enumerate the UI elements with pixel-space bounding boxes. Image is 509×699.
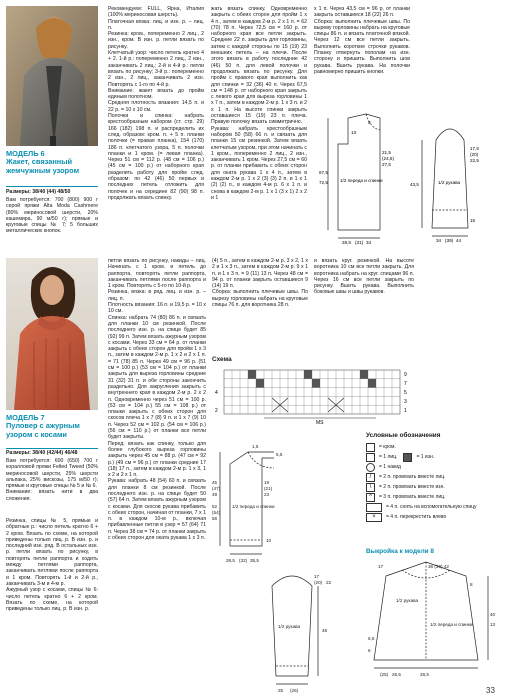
legend-title: Условные обозначения xyxy=(366,432,441,439)
p7-lbl-355: 35,5 xyxy=(250,558,259,563)
p7-lbl-285: 28,5 xyxy=(226,558,235,563)
p7-lbl-17: 17 xyxy=(314,574,320,579)
p6-lbl-34b: 34 xyxy=(436,238,442,243)
legend-item: ^ = 3 п. провязать вместе лиц. xyxy=(366,492,504,502)
edge-stitch-icon xyxy=(366,443,375,452)
model7-text-col2: петли вязать по рисунку, накиды – лиц. Начинать с 1 кром. и петель до раппорта, повторять петли раппорта, заканчивать петлями после раппорта и 1 кром. Повторять с 5-го по 10-й р. Резинка, вязка: в ряд. лиц. и изн. р. – лиц. п. Плотность вязания: 16 п. и 19,5 р. = 10 х 10 см. Спинка: набрать 74 (80) 86 п. и связать для планки 10 см резинкой. После последнего изн. р. на спице будет 85 (92) 99 п. Затем вязать ажурным узором с косами. Через 33 см = 64 р. от планки закрыть с обеих сторон для пройм 1 х 3 п., затем в каждом 2-м р. 1 х 2 и 2 х 1 п. = 71 (78) 85 п. Через 49 см = 96 р. (51 см = 100 р.) (53 см = 104 р.) от планки закрыть для выреза горловины средние 31 (32) 31 п. и обе стороны закончить раздельно. Для закругления закрыть с внутреннего края в каждом 2-м р. 2 х 2 п. Одновременно через 51 см = 100 р. (53 см = 104 р.) 55 см = 108 р.) от планки закрыть с обеих сторон для скосов плеча 1 х 7 (8) 9 п. и 1 х 7 (9) 10 п. Через 52 см = 102 р. (54 см = 106 р.) (56 см = 110 р.) от планки все петли будет закрыты. Перед: вязать как спинку, только для более глубокого выреза горловины закрыть через 45 см = 88 р. (47 см = 92 р.) (49 см = 96 р.) от планки средние 17 (18) 17 п., затем в каждом 2-м р. 1 х 3, 1 х 2 и 2 х 1 п. Рукава: набрать 48 (54) 60 п. и связать для планки 8 см резинкой. После последнего изн. р. на спице будет 50 (57) 64 п. Затем вязать ажурным узором с косами. Для скосов рукава прибавить с обеих сторон, начиная от планки, 7 х 1 п. в каждом 10-м р., включая прибавленные петли в узор = 57 (64) 71 п. Через 38 см = 74 р. от планки закрыть с обеих сторон для оката рукава 1 х 3 п. xyxy=(108,258,206,542)
model6-photo xyxy=(6,6,98,146)
page-number: 33 xyxy=(486,686,495,695)
scheme-left-2: 2 xyxy=(215,408,218,414)
model6-text-col2: Рекомендуем: FULL, Ярна, Италия (100% мериносовая шерсть). Платочная вязка: лиц. и изн. р. – лиц. п. Резинка: кром., попеременно 2 лиц., 2 изн., кром. В изн. р. петли вязать по рисунку. Клетчатый узор: число петель кратно 4 + 2. 1-й р.: попеременно 2 лиц., 2 изн., заканчивать 2 лиц.; 2-й и 4-й р.: петли вязать по рисунку; 3-й р.: попеременно 2 изн., 2 лиц., заканчивать 2 изн. Повторять с 1-го по 4-й р. Внимание: жакет вязать до пройм единым полотном. Средняя плотность вязания: 14,5 п. и 22 р. = 10 х 10 см. Полочки и спинка: набрать крестообразным набором (ст. стр. 29) 166 (182) 198 п. и распределить их след. образом: кром. п. + 5 п. планки полочки (= правая планка), 154 (170) 186 п. клетчатого узора, 5 п. полочки планки и 1 кром. (= левая планка). Через 51 см = 112 р. (48 см = 106 р.) (45 см = 100 р.) от наборного края разделить работу для пройм след. образом: по 42 (46) 50 первых и последних петель отложить для полочек и на середине 82 (90) 98 п. продолжать вязать спинку. xyxy=(108,6,204,201)
p6-lbl-725: 72,5 xyxy=(319,180,328,185)
legend-item: \ = 2 п. провязать вместе изн. xyxy=(366,482,504,492)
model7-title: МОДЕЛЬ 7 Пуловер с ажурным узором с косами xyxy=(6,413,80,439)
model6-text-col3: жать вязать спинку. Одновременно закрыть с обеих сторон для пройм 1 х 4 п., затем в каждом 2-м р. 2 х 1 п. = 62 (70) 78 п. Через 72,5 см = 160 р. от наборного края все петли закрыть. Средние 22 п. закрыть для горловины, затем с каждой стороны по 15 (19) 23 внешних петель – на плечи. После этого вязать в работу последние 42 (46) 50 п. для левой полочки и продолжать вязать по рисунку. Для пройм с правого края выполнить как для спинки = 32 (36) 40 п. Через 67,5 см = 148 р. от наборного края закрыть с левого края для выреза горловины 1 х 7 п., затем в каждом 2-м р. 1 х 3 п. и 2 х 1 п. На высоте спинки закрыть оставшиеся 15 (19) 23 п. плеча. Правую полочку вязать симметрично. Рукава: набрать крестообразным набором 50 (58) 66 п. и связать для планки 15 см резинкой. Затем вязать клетчатым узором, при этом начинать с 1 кром., попеременно 2 лиц., 2 изн., заканчивать 1 кром. Через 27,5 см = 60 р. от планки прибавить с обеих сторон для оката рукава 1 х 4 п., затем в каждом 2-м р. 1 х 2 (3) (3) 2 п. и 1 х 1 (2) (2) п., в каждом 4-м р. 6 х 1 п. и снова в каждом 2-м р. 1 х 1 (3 х 1) 2 х 2 и 1 xyxy=(211,6,307,201)
model7-pattern-diagram xyxy=(212,428,360,694)
model6-title: МОДЕЛЬ 6 Жакет, связанный жемчужным узором xyxy=(6,149,80,175)
p7-lbl-54: (54) xyxy=(212,510,221,515)
scheme-row-5: 5 xyxy=(404,390,407,396)
model7-text-col3: (4) 5 п., затем в каждом 2-м р. 3 х 2, 1 х 2 и 1 х 3 п., затем в каждом 2-м р. 9 х 1 п. и 1 х 3 п. = 9 (11) 13 п. Через 48 см = 94 р. от планки закрыть оставшиеся 9 (14) 19 п. Сборка: выполнить плечевые швы. По вырезу горловины набрать на круговые спицы 76 п. для воротника 28 п. xyxy=(212,258,308,309)
p7-lbl-half-body: 1/2 переда и спинки xyxy=(232,504,275,509)
p6-lbl-275: 27,5 xyxy=(382,162,391,167)
p6-lbl-13: 13 xyxy=(351,130,357,135)
p6-lbl-215: 21,5 xyxy=(382,150,391,155)
model7-sizes: Размеры: 38/40 (42/44) 46/48 xyxy=(6,450,78,456)
p6-lbl-225: 22,5 xyxy=(470,158,479,163)
k3tog-icon: ^ xyxy=(366,493,375,502)
p8-lbl-36-39-42: 36 (39) 42 xyxy=(428,564,449,569)
p8-lbl-285: 28,5 xyxy=(420,672,429,677)
p7-lbl-15: 1,5 xyxy=(252,444,259,449)
p8-lbl-25: (25) xyxy=(380,672,389,677)
p8-lbl-265: 26,5 xyxy=(392,672,401,677)
legend-item: / = 2 п. провязать вместе лиц. xyxy=(366,472,504,482)
model7-text-col4: и вязать круг. резинкой. На высоте воротника 10 см все петли закрыть. Для воротника набрать на круг. спицами 96 п. Через 16 см все петли закрыть по рисунку. Вшить рукава. Выполнить боковые швы и швы рукавов. xyxy=(314,258,414,296)
p6-lbl-435: 43,5 xyxy=(410,182,419,187)
p7-lbl-45: 45 xyxy=(212,480,218,485)
p7-lbl-25: 25 xyxy=(278,688,284,693)
p7-lbl-48: 48 xyxy=(322,628,328,633)
p6-lbl-half-sleeve: 1/2 рукава xyxy=(438,180,461,185)
p7-lbl-20: (20) xyxy=(314,580,323,585)
p7-lbl-32: (32) xyxy=(239,558,248,563)
p7-lbl-26: (26) xyxy=(290,688,299,693)
p7-lbl-19: 19 xyxy=(264,480,270,485)
scheme-row-7: 7 xyxy=(404,381,407,387)
scheme-ms: MS xyxy=(316,420,324,424)
p7-lbl-23: 23 xyxy=(264,492,270,497)
p2tog-icon: \ xyxy=(366,483,375,492)
p7-lbl-22: 22 xyxy=(326,580,332,585)
p6-lbl-39: (39) xyxy=(445,238,454,243)
model6-text-col4: х 1 п. Через 43,5 см = 96 р. от планки закрыть оставшиеся 18 (22) 26 п. Сборка: выполнить плечевые швы. По выреву горловины набрать на круговые спицы 86 п. и вязать платочной вязкой. Через 12 см все петли закрыть. Выполнить короткие строчки рукавов. Планку отвернуть пополам на изн. сторону и пришить. Выполнить шов рукава. Вшить рукава. На полочки равномерно пришить кнопки. xyxy=(314,6,410,75)
p6-lbl-175: 17,5 xyxy=(470,146,479,151)
model7-photo xyxy=(6,258,98,410)
p7-lbl-10: 10 xyxy=(266,538,272,543)
p8-lbl-half-body: 1/2 переда и спинки xyxy=(430,622,473,627)
p7-lbl-55: 5,5 xyxy=(276,452,283,457)
model7-materials: Вам потребуется: 600 (650) 700 г коралловой пряжи Felted Tweed (50% мериносовой шерсти, 25% шерсти альпака, 25% вискозы, 175 м/50 г); прямые и круговые спицы № 5 и № 6. Внимание: вязать нити в два сложения. xyxy=(6,458,98,502)
cable-cross-icon: × xyxy=(366,513,382,522)
legend-item: × = 4 п. перекрестить влево xyxy=(366,512,504,522)
model6-materials: Вам потребуется: 700 (800) 900 г серой пряжи Alta Moda Cashmere (80% мериносовой шерсти, 20% кашемира, 90 м/50 г); прямые и круговые спицы № 7; 5 больших металлических кнопок. xyxy=(6,197,98,235)
collar-title: Выкройка к модели 8 xyxy=(366,548,434,555)
p6-lbl-675: 67,5 xyxy=(319,170,328,175)
model7-rule xyxy=(6,448,98,449)
p8-lbl-half-sleeve: 1/2 рукава xyxy=(396,598,419,603)
p8-lbl-40: 40 xyxy=(490,612,496,617)
p7-lbl-56: 56 xyxy=(212,516,218,521)
p8-lbl-65: 6,5 xyxy=(368,636,375,641)
yarn-over-icon xyxy=(366,463,375,472)
knit-stitch-icon xyxy=(366,453,375,462)
cable-hold-icon xyxy=(366,503,382,512)
p6-lbl-245: (24,5) xyxy=(382,156,395,161)
purl-stitch-icon xyxy=(403,453,412,462)
p6-lbl-31: (31) xyxy=(355,240,364,245)
p8-lbl-17: 17 xyxy=(378,564,384,569)
legend-item: = кром. xyxy=(366,442,504,452)
model6-sizes: Размеры: 38/40 (44) 48/50 xyxy=(6,189,71,195)
p8-lbl-6: 6 xyxy=(368,648,371,653)
p7-lbl-49: 49 xyxy=(212,492,218,497)
p7-lbl-47: (47) xyxy=(212,486,221,491)
model7-text-col1: Резинка, спицы № 5, прямые и обратные р.: число петель кратно 6 + 2 кром. Вязать по схеме, на которой приведены только лиц. р. В изн. р. и последний изн. ряд. В остальных изн. р. петли вязать по рисунку, в повторять петли раппорта и ходить между петлями раппорта, заканчивать петлями после раппорта и 1 кром. Повторять 1-й и 2-й р., заканчивать 3-м и 4-м р. Ажурный узор с косами, спицы № 6: число петель кратно 6 + 2 кром. Вязать по схеме, на которой приведены только лиц. р. В изн. р. xyxy=(6,518,98,613)
p6-lbl-20: (20) xyxy=(470,152,479,157)
model6-rule xyxy=(6,186,98,187)
scheme-left-4: 4 xyxy=(215,390,218,396)
p7-lbl-half-sleeve: 1/2 рукава xyxy=(278,624,301,629)
legend-item: = 1 лиц. = 1 изн. xyxy=(366,452,504,462)
model8-pattern-diagram xyxy=(366,556,504,680)
p6-lbl-285: 28,5 xyxy=(342,240,351,245)
p6-lbl-34: 34 xyxy=(366,240,372,245)
p6-lbl-15: 15 xyxy=(470,218,476,223)
legend-item: = 4 п. снять на вспомогательную спицу xyxy=(366,502,504,512)
p8-lbl-8: 8 xyxy=(470,582,473,587)
scheme-row-9: 9 xyxy=(404,372,407,378)
p6-lbl-44: 44 xyxy=(456,238,462,243)
scheme-row-3: 3 xyxy=(404,399,407,405)
p6-lbl-9: 9 xyxy=(368,120,371,125)
legend-item: = 1 накид xyxy=(366,462,504,472)
knitting-scheme-grid xyxy=(212,364,412,424)
p7-lbl-52: 52 xyxy=(212,504,218,509)
p7-lbl-21: (21) xyxy=(264,486,273,491)
k2tog-icon: / xyxy=(366,473,375,482)
scheme-row-1: 1 xyxy=(404,408,407,414)
p6-lbl-half-body: 1/2 переда и спинки xyxy=(340,178,383,183)
p8-lbl-13: 13 xyxy=(490,622,496,627)
scheme-title: Схема xyxy=(212,356,232,363)
legend-list xyxy=(366,442,504,542)
model6-pattern-diagram xyxy=(318,110,504,248)
